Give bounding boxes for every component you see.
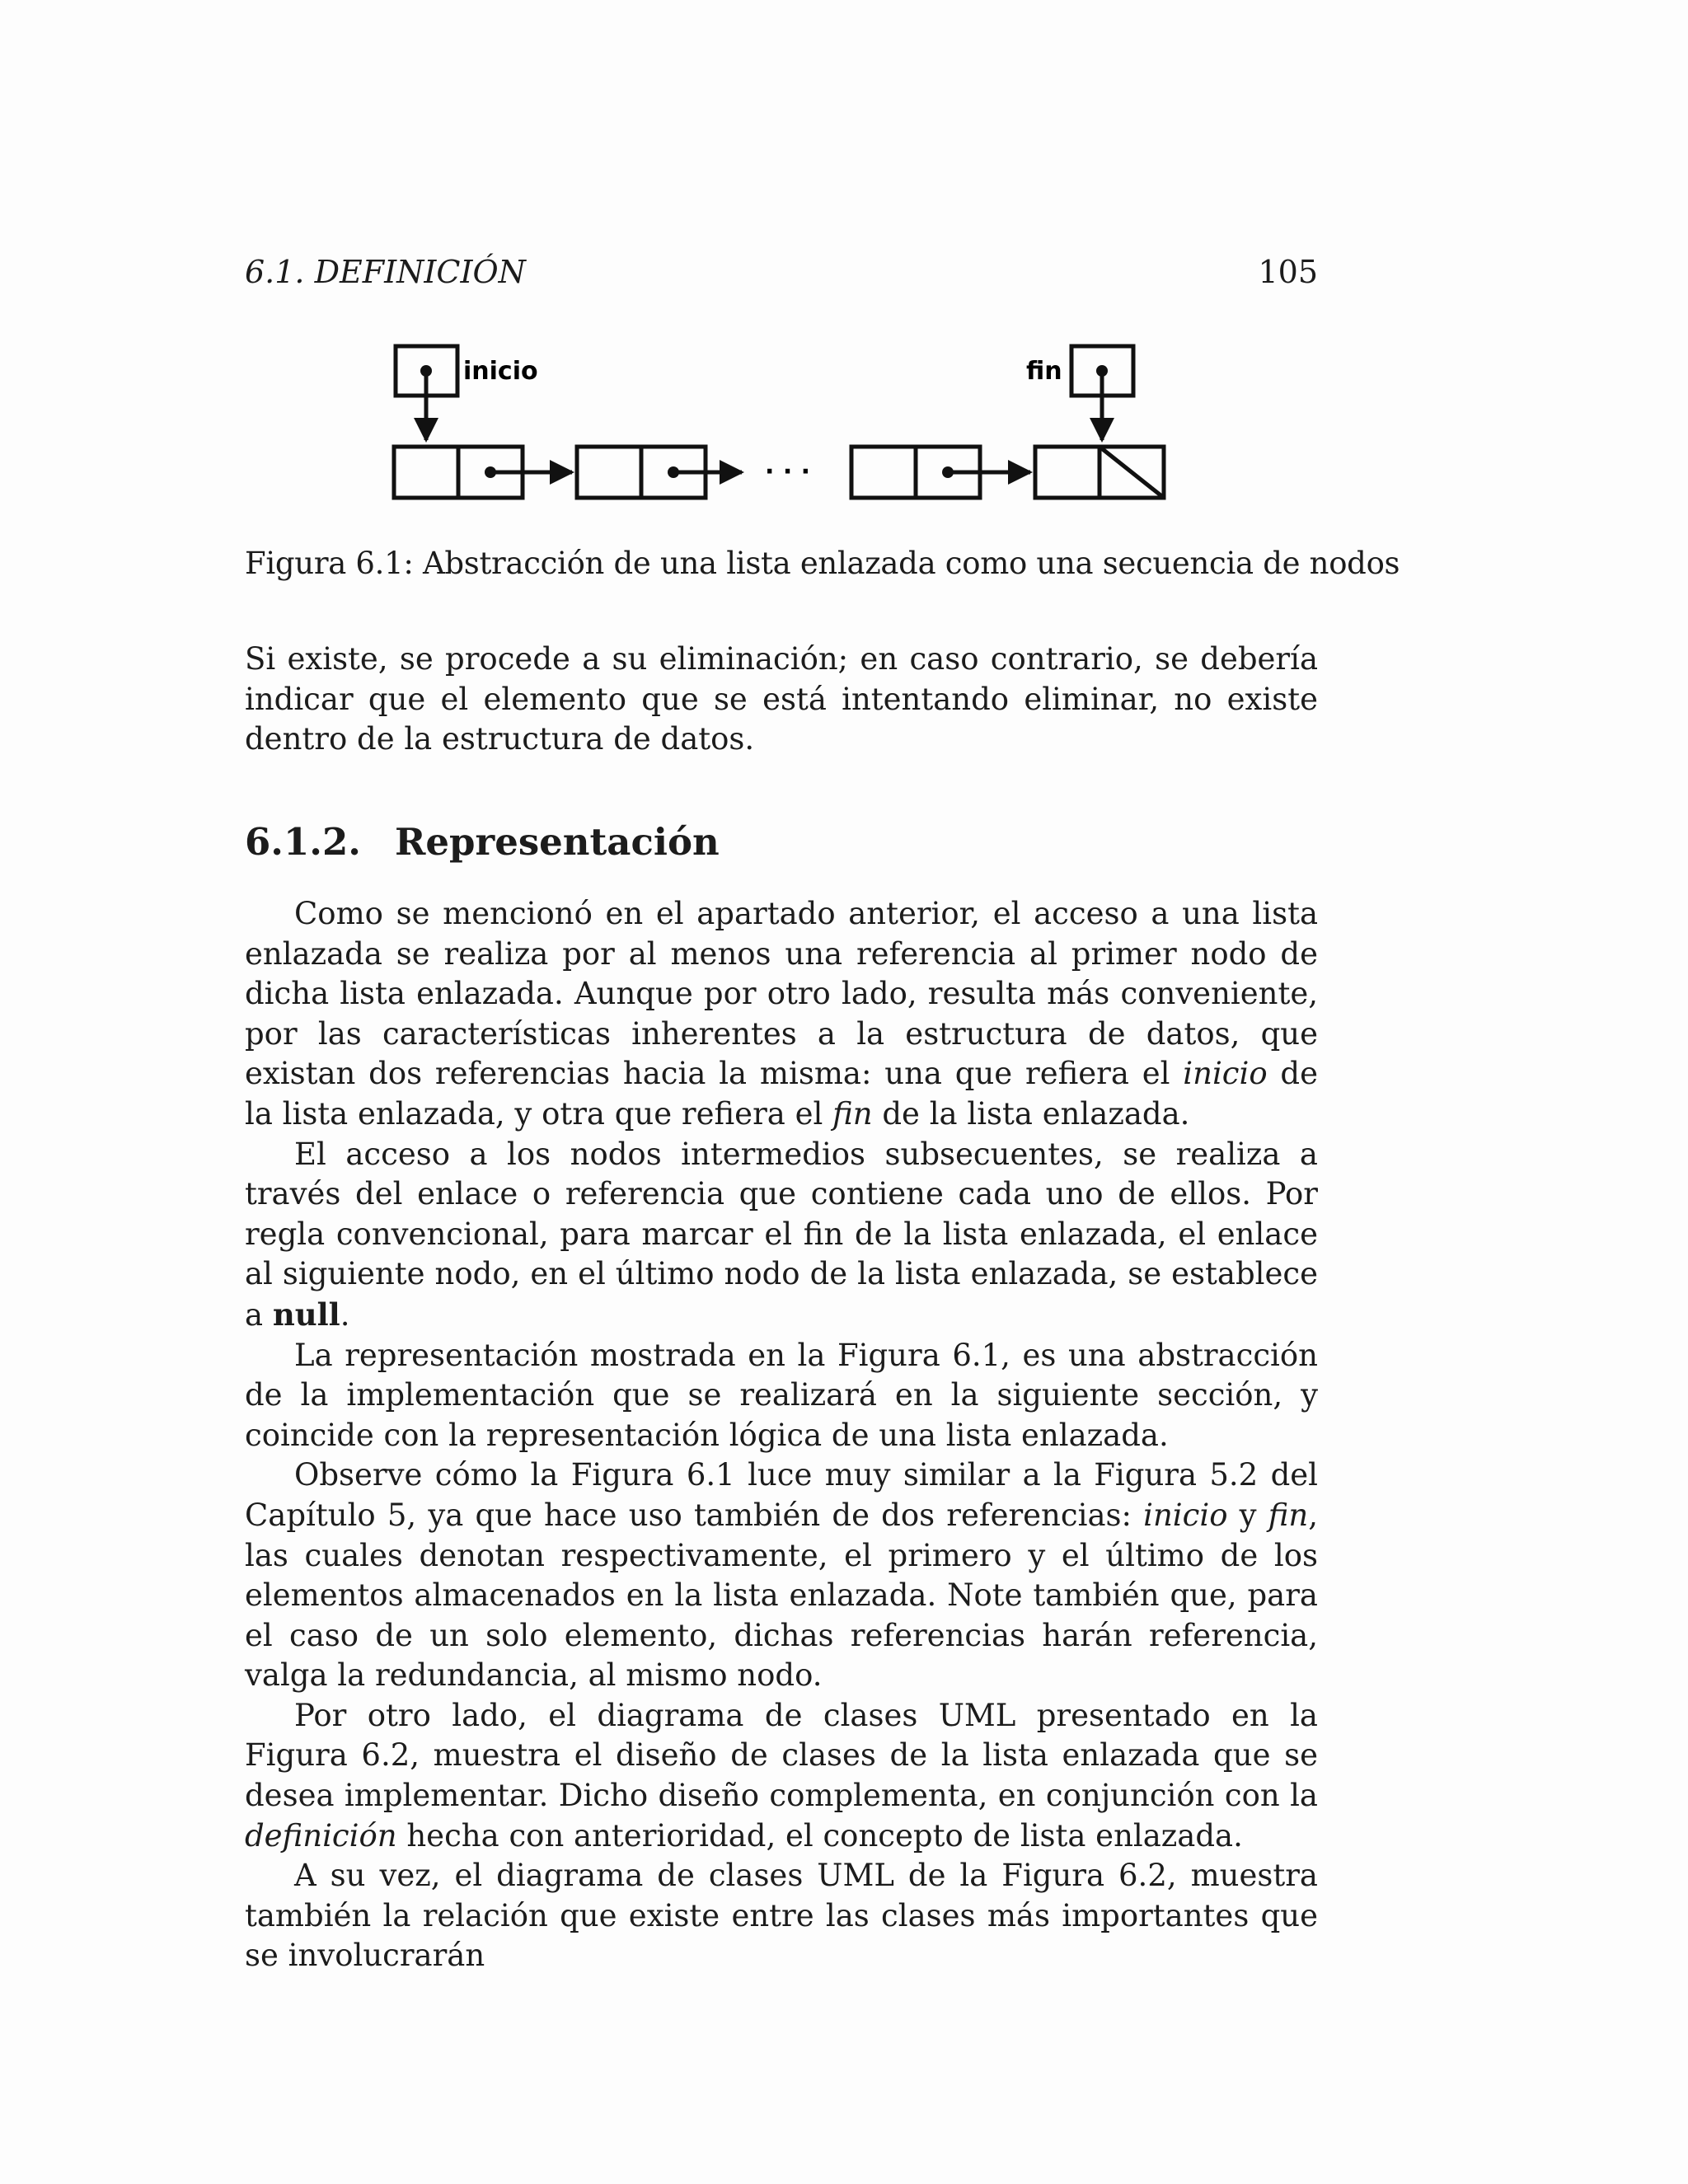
figure-caption: Figura 6.1: Abstracción de una lista enlazada como una secuencia de nodos bbox=[245, 546, 1400, 581]
header-section-title: 6.1. DEFINICIÓN bbox=[245, 254, 526, 290]
p4-y: y bbox=[1227, 1497, 1268, 1533]
fin-label: fin bbox=[1026, 357, 1062, 386]
p1-inicio: inicio bbox=[1183, 1056, 1268, 1092]
section-title: Representación bbox=[395, 820, 720, 864]
p2-text-b: . bbox=[340, 1296, 350, 1333]
paragraph-2 bbox=[245, 1135, 1318, 1336]
p4-fin: fin bbox=[1268, 1497, 1309, 1533]
p6-definicion: definición bbox=[245, 1817, 397, 1854]
intro-paragraph bbox=[245, 640, 1318, 760]
p1-fin: fin bbox=[832, 1095, 873, 1132]
ellipsis-label: · · · bbox=[765, 457, 811, 486]
p5-text: Por otro lado, el diagrama de clases UML presentado en la Figura 6.2, muestra el diseño de clases de la lista enlazada que se desea implementar. bbox=[245, 1697, 1318, 1814]
p2-text-a: El acceso a los nodos intermedios subsecuentes, se realiza a través del enlace o referencia que contiene cada uno de ellos. Por regla convencional, para marcar el fin de la lista enlazada, el enlace al siguiente nodo, en el último nodo de la lista enlazada, se establece a bbox=[245, 1136, 1318, 1333]
page-number: 105 bbox=[1258, 254, 1318, 290]
linked-list-figure bbox=[387, 338, 1170, 511]
p1-text-b: de la lista enlazada, y otra que refiera el bbox=[245, 1056, 1319, 1132]
paragraph-4 bbox=[245, 1455, 1318, 1696]
paragraph-7: A su vez, el diagrama de clases UML de la Figura 6.2, muestra también la relación que existe entre las clases más importantes que se involucrarán bbox=[245, 1858, 1318, 1974]
p1-text-a: Como se mencionó en el apartado anterior, el acceso a una lista enlazada se realiza por al menos una referencia al primer nodo de dicha lista enlazada. Aunque por otro lado, resulta más conveniente, por las características inherentes a la estructura de datos, que existan dos referencias hacia la misma: una que refiera el bbox=[245, 896, 1318, 1092]
running-header bbox=[245, 254, 1318, 295]
p6-text-a: Dicho diseño complementa, en conjunción con la bbox=[558, 1778, 1318, 1814]
p4-text-a: Observe cómo la Figura 6.1 luce muy similar a la Figura 5.2 del Capítulo 5, ya que hace uso también de dos referencias: bbox=[245, 1457, 1318, 1533]
p4-text-b: , las cuales denotan respectivamente, el primero y el último de los elementos almacenados en la lista enlazada. Note también que, para el caso de un solo elemento, dichas referencias harán referencia, valga la redundancia, al mismo nodo. bbox=[245, 1497, 1318, 1694]
section-heading bbox=[245, 820, 720, 864]
section-number: 6.1.2. bbox=[245, 820, 361, 864]
p1-text-c: de la lista enlazada. bbox=[872, 1095, 1190, 1132]
paragraph-1 bbox=[245, 894, 1318, 1135]
p6-text-b: hecha con anterioridad, el concepto de lista enlazada. bbox=[396, 1817, 1243, 1854]
inicio-label: inicio bbox=[463, 357, 538, 386]
p2-null: null bbox=[272, 1296, 340, 1333]
linked-list-diagram bbox=[387, 338, 1170, 511]
body-text bbox=[245, 894, 1318, 1976]
p4-inicio: inicio bbox=[1143, 1497, 1228, 1533]
paragraph-3: La representación mostrada en la Figura 6.1, es una abstracción de la implementación que se realizará en la siguiente sección, y coincide con la representación lógica de una lista enlazada. bbox=[245, 1337, 1318, 1453]
paragraph-5 bbox=[245, 1696, 1318, 1856]
intro-text: Si existe, se procede a su eliminación; en caso contrario, se debería indicar que el elemento que se está intentando eliminar, no existe dentro de la estructura de datos. bbox=[245, 641, 1318, 757]
